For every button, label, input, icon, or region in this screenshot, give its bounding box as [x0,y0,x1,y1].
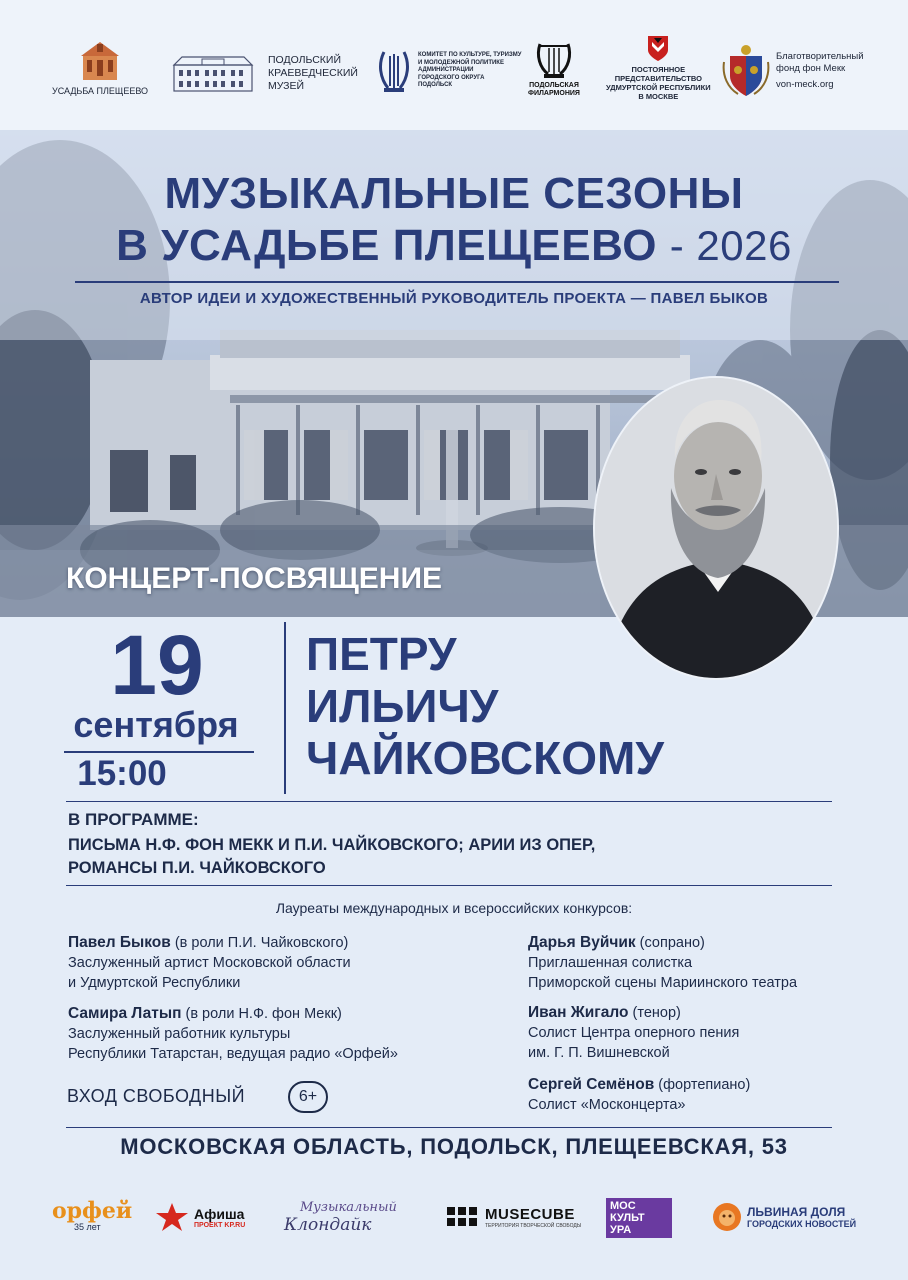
coat-of-arms-icon [722,42,770,100]
performer-title: Заслуженный работник культуры [68,1026,291,1042]
logo-culture-committee [376,44,521,98]
logo-von-meck-fund [722,42,864,100]
performer-role: (в роли Н.Ф. фон Мекк) [181,1006,342,1022]
lion-sub: ГОРОДСКИХ НОВОСТЕЙ [747,1219,857,1229]
performer-name: Павел Быков [68,934,171,951]
logo-podolsk-museum [170,54,358,93]
logo-musecube [446,1205,581,1229]
address-top-rule [66,1127,832,1128]
orfey-anniversary: 35 лет [74,1222,101,1232]
mos-kultura-box [606,1198,672,1238]
performer-role: (сопрано) [635,935,705,951]
afisha-star-icon [155,1202,189,1232]
afisha-sub: ПРОЕКТ KP.RU [194,1221,246,1229]
free-entry-label: ВХОД СВОБОДНЫЙ [67,1086,246,1106]
performer-name: Самира Латып [68,1005,182,1022]
philharmonic-line: ФИЛАРМОНИЯ [528,90,580,97]
fund-line: фонд фон Мекк [776,63,846,74]
event-time: 15:00 [77,754,167,793]
museum-name-line: ПОДОЛЬСКИЙ [268,54,341,66]
fund-url: von-meck.org [776,79,834,90]
lyre-icon [534,40,574,80]
logo-usadba-plescheevo [52,40,148,97]
museum-building-icon [170,55,256,93]
performer-title: Приморской сцены Мариинского театра [528,975,798,991]
committee-line: АДМИНИСТРАЦИИ [418,67,474,74]
poster-title [0,168,908,272]
udmurt-line: УДМУРТСКОЙ РЕСПУБЛИКИ [606,83,711,92]
logo-mos-kultura [606,1198,672,1238]
logo-podolsk-philharmonic [528,40,580,98]
dedicatee-name [306,628,664,784]
date-divider [64,751,254,753]
logo-lvinaya-dolya [712,1202,856,1232]
udmurt-emblem-icon [645,34,671,62]
museum-name-line: КРАЕВЕДЧЕСКИЙ [268,67,358,79]
performer-block [68,1004,398,1064]
program-line-1: ПИСЬМА Н.Ф. ФОН МЕКК И П.И. ЧАЙКОВСКОГО; АРИИ ИЗ ОПЕР, [68,836,596,854]
musecube-icon [446,1205,480,1229]
event-month: сентября [73,704,239,745]
performer-role: (тенор) [628,1005,681,1021]
committee-line: И МОЛОДЕЖНОЙ ПОЛИТИКЕ [418,59,504,66]
dedicatee-line: ЧАЙКОВСКОМУ [306,732,664,784]
partner-logo-strip [0,0,908,130]
dedicatee-line: ПЕТРУ [306,628,457,680]
committee-line: ПОДОЛЬСК [418,82,453,89]
performer-name: Иван Жигало [528,1004,629,1021]
age-rating-badge: 6+ [288,1081,328,1113]
afisha-wordmark: Афиша [194,1205,245,1222]
orfey-wordmark: орфей [52,1198,133,1224]
performer-block [528,1075,750,1115]
performer-block [68,933,351,993]
mos-kultura-line: МОС [610,1200,636,1212]
program-heading: В ПРОГРАММЕ: [68,810,199,829]
performer-role: (в роли П.И. Чайковского) [170,935,349,951]
logo-muzykalny-klondike [284,1200,397,1235]
musecube-wordmark: MUSECUBE [485,1205,575,1223]
performer-title: Заслуженный артист Московской области [68,955,351,971]
title-year: - 2026 [669,222,792,269]
program-line-2: РОМАНСЫ П.И. ЧАЙКОВСКОГО [68,859,326,877]
concert-dedication-label: КОНЦЕРТ-ПОСВЯЩЕНИЕ [66,562,443,595]
performer-block [528,1003,739,1063]
manor-icon [77,40,123,82]
date-vertical-divider [284,622,286,794]
museum-name-line: МУЗЕЙ [268,80,305,92]
committee-line: КОМИТЕТ ПО КУЛЬТУРЕ, ТУРИЗМУ [418,52,522,59]
laureates-caption: Лауреаты международных и всероссийских конкурсов: [275,900,633,916]
performer-title: Солист Центра оперного пения [528,1025,740,1041]
performer-title: Приглашенная солистка [528,955,693,971]
lion-wordmark: ЛЬВИНАЯ ДОЛЯ [747,1205,846,1219]
dedicatee-line: ИЛЬИЧУ [306,680,499,732]
project-author-subtitle: АВТОР ИДЕИ И ХУДОЖЕСТВЕННЫЙ РУКОВОДИТЕЛЬ ПРОЕКТА — ПАВЕЛ БЫКОВ [139,290,769,307]
mos-kultura-line: УРА [610,1224,632,1236]
title-line-1: МУЗЫКАЛЬНЫЕ СЕЗОНЫ [164,169,744,218]
philharmonic-line: ПОДОЛЬСКАЯ [529,82,579,89]
title-underline [75,281,839,283]
program-bottom-rule [66,885,832,886]
fund-line: Благотворительный [776,51,864,62]
performer-name: Сергей Семёнов [528,1076,655,1093]
logo-usadba-label: УСАДЬБА ПЛЕЩЕЕВО [52,86,149,96]
musecube-sub: ТЕРРИТОРИЯ ТВОРЧЕСКОЙ СВОБОДЫ [485,1222,582,1229]
performer-title: и Удмуртской Республики [68,975,241,991]
udmurt-line: В МОСКВЕ [638,92,679,101]
klondike-line-2: Клондайк [284,1215,372,1235]
performer-title: Солист «Москонцерта» [528,1097,686,1113]
performer-title: им. Г. П. Вишневской [528,1045,670,1061]
klondike-line-1: Музыкальный [300,1200,397,1215]
performer-block [528,933,797,993]
venue-address: МОСКОВСКАЯ ОБЛАСТЬ, ПОДОЛЬСК, ПЛЕЩЕЕВСКАЯ, 53 [120,1134,788,1159]
performer-name: Дарья Вуйчик [528,934,636,951]
event-day: 19 [110,618,204,712]
udmurt-line: ПРЕДСТАВИТЕЛЬСТВО [614,74,702,83]
committee-line: ГОРОДСКОГО ОКРУГА [418,74,485,81]
mos-kultura-line: КУЛЬТ [610,1212,645,1224]
lion-icon [712,1202,742,1232]
logo-afisha [155,1202,245,1232]
logo-udmurt-representation [606,34,711,101]
program-top-rule [66,801,832,802]
performer-title: Республики Татарстан, ведущая радио «Орфей» [68,1046,398,1062]
logo-orfey-radio [52,1200,132,1232]
udmurt-line: ПОСТОЯННОЕ [631,65,686,74]
title-line-2: В УСАДЬБЕ ПЛЕЩЕЕВО [116,221,658,270]
performer-role: (фортепиано) [654,1077,751,1093]
lyre-icon [376,44,412,98]
